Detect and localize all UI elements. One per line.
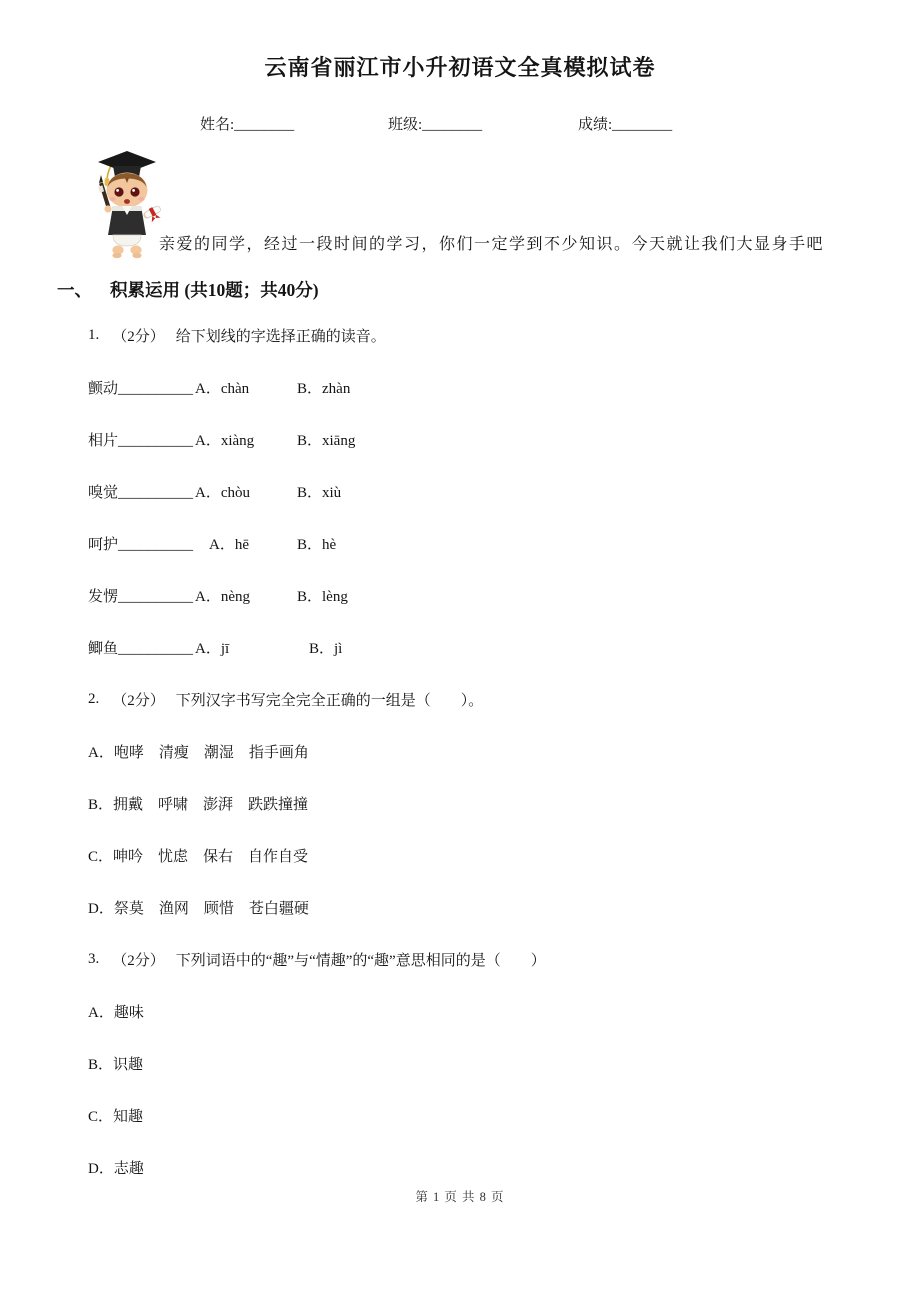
question-1-stem	[0, 309, 920, 361]
q3-option-b-row	[0, 1037, 920, 1089]
intro-text: 亲爱的同学，经过一段时间的学习，你们一定学到不少知识。今天就让我们大显身手吧	[159, 236, 825, 253]
student-info-row	[0, 113, 920, 137]
option-a: A．xiàng	[195, 432, 255, 449]
score-field	[578, 113, 672, 134]
option-d: D．志趣	[88, 1160, 144, 1177]
page-title: 云南省丽江市小升初语文全真模拟试卷	[264, 55, 656, 80]
question-text: 下列词语中的“趣”与“情趣”的“趣”意思相同的是（ ）	[175, 952, 546, 969]
q2-option-a-row	[0, 725, 920, 777]
option-b: B．zhàn	[297, 380, 351, 397]
option-a: A．咆哮 清瘦 潮湿 指手画角	[88, 744, 309, 761]
pinyin-row-6	[0, 621, 920, 673]
pinyin-row-4	[0, 517, 920, 569]
target-word: 相片	[88, 432, 119, 449]
question-text: 下列汉字书写完全完全正确的一组是（ ）。	[175, 692, 484, 709]
section-numeral: 一、	[57, 280, 92, 300]
section-title: 积累运用 (共10题；共40分)	[110, 280, 319, 300]
question-3-stem	[0, 933, 920, 985]
class-blank: ________	[422, 117, 483, 133]
questions-area	[0, 309, 920, 1193]
section-1-heading	[57, 277, 319, 302]
question-number: 1.	[88, 326, 100, 343]
class-field	[388, 113, 482, 134]
q3-option-a-row	[0, 985, 920, 1037]
answer-blank: __________	[118, 536, 194, 553]
question-points: （2分）	[112, 952, 165, 969]
option-a: A．hē	[209, 536, 249, 553]
option-a: A．chàn	[195, 380, 250, 397]
q3-option-d-row	[0, 1141, 920, 1193]
option-c: C．知趣	[88, 1108, 144, 1125]
name-blank: ________	[234, 117, 295, 133]
option-b: B．拥戴 呼啸 澎湃 跌跌撞撞	[88, 796, 309, 813]
option-c: C．呻吟 忧虑 保右 自作自受	[88, 848, 309, 865]
question-number: 2.	[88, 690, 100, 707]
option-b: B．识趣	[88, 1056, 144, 1073]
score-blank: ________	[612, 117, 673, 133]
q2-option-b-row	[0, 777, 920, 829]
class-label: 班级:	[388, 117, 423, 133]
target-word: 颤动	[88, 380, 119, 397]
answer-blank: __________	[118, 432, 194, 449]
answer-blank: __________	[118, 588, 194, 605]
pinyin-row-2	[0, 413, 920, 465]
pinyin-row-1	[0, 361, 920, 413]
option-a: A．jī	[195, 640, 230, 657]
graduate-baby-mascot-icon	[86, 149, 166, 261]
score-label: 成绩:	[578, 117, 613, 133]
question-points: （2分）	[112, 692, 165, 709]
option-a: A．chòu	[195, 484, 250, 501]
answer-blank: __________	[118, 380, 194, 397]
pinyin-row-3	[0, 465, 920, 517]
option-b: B．xiù	[297, 484, 342, 501]
q2-option-d-row	[0, 881, 920, 933]
name-label: 姓名:	[200, 117, 235, 133]
q2-option-c-row	[0, 829, 920, 881]
target-word: 嗅觉	[88, 484, 119, 501]
page-footer: 第 1 页 共 8 页	[415, 1190, 505, 1204]
option-d: D．祭莫 渔网 顾惜 苍白疆硬	[88, 900, 309, 917]
answer-blank: __________	[118, 484, 194, 501]
option-a: A．nèng	[195, 588, 250, 605]
target-word: 呵护	[88, 536, 119, 553]
target-word: 鲫鱼	[88, 640, 119, 657]
option-b: B．jì	[309, 640, 343, 657]
option-a: A．趣味	[88, 1004, 144, 1021]
question-text: 给下划线的字选择正确的读音。	[175, 328, 386, 345]
question-points: （2分）	[112, 328, 165, 345]
question-number: 3.	[88, 950, 100, 967]
question-2-stem	[0, 673, 920, 725]
name-field	[200, 113, 294, 134]
pinyin-row-5	[0, 569, 920, 621]
option-b: B．xiāng	[297, 432, 356, 449]
option-b: B．hè	[297, 536, 337, 553]
answer-blank: __________	[118, 640, 194, 657]
option-b: B．lèng	[297, 588, 348, 605]
target-word: 发愣	[88, 588, 119, 605]
q3-option-c-row	[0, 1089, 920, 1141]
